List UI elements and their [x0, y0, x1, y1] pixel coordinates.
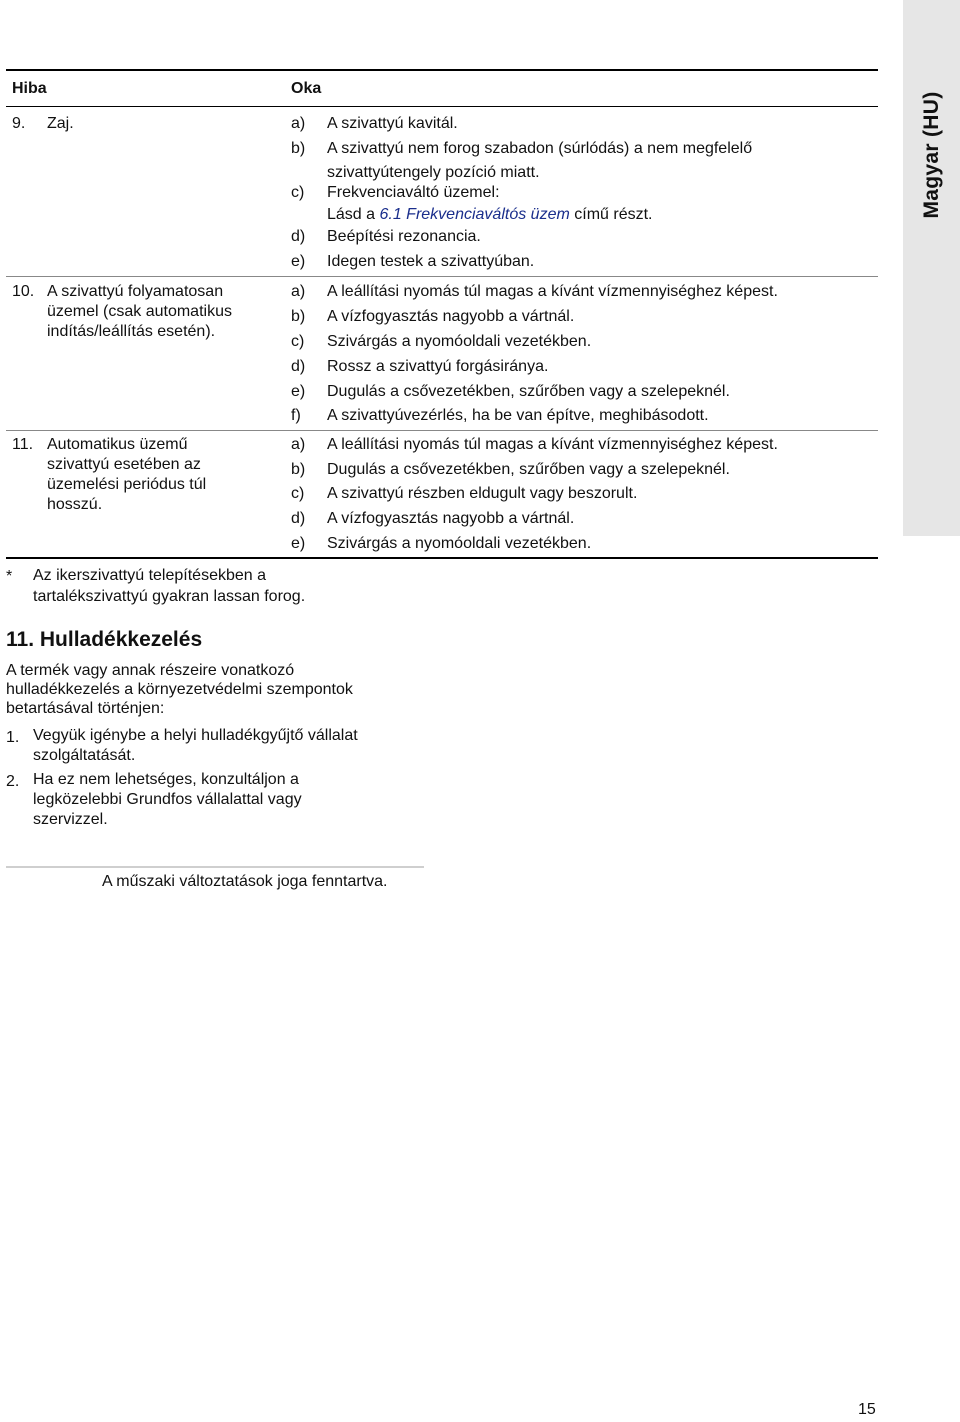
cause-text: Frekvenciaváltó üzemel:: [327, 184, 500, 201]
fault-number: 11.: [12, 436, 34, 453]
cause-item: [291, 433, 881, 458]
list-item-number: 1.: [6, 729, 20, 746]
cause-letter: a): [291, 115, 306, 132]
cause-text: A szivattyúvezérlés, ha be van építve, meghibásodott.: [327, 407, 709, 424]
section-intro: A termék vagy annak részeire vonatkozó hulladékkezelés a környezetvédelmi szempontok betartásával történjen:: [6, 662, 353, 717]
cause-text: A szivattyú részben eldugult vagy beszorult.: [327, 485, 638, 502]
language-tab: [903, 0, 960, 536]
footer-rule: [6, 866, 424, 868]
cause-letter: e): [291, 383, 306, 400]
cause-item: [291, 225, 881, 250]
cause-text: A szivattyú nem forog szabadon (súrlódás) a nem megfelelő szivattyútengely pozíció miatt.: [327, 140, 753, 181]
cause-letter: d): [291, 510, 306, 527]
footer-notice: A műszaki változtatások joga fenntartva.: [102, 873, 388, 890]
cause-item: [291, 532, 881, 557]
cause-letter: c): [291, 333, 305, 350]
list-item-text: Vegyük igénybe a helyi hulladékgyűjtő vállalat szolgáltatását.: [33, 727, 358, 764]
row-divider: [6, 430, 878, 431]
cause-text: Idegen testek a szivattyúban.: [327, 253, 535, 270]
list-item-number: 2.: [6, 773, 20, 790]
cause-letter: e): [291, 253, 306, 270]
cause-item: [291, 250, 881, 275]
cause-item: [291, 280, 881, 305]
section-link[interactable]: 6.1 Frekvenciaváltós üzem: [379, 206, 570, 223]
cause-letter: e): [291, 535, 306, 552]
footnote-text: Az ikerszivattyú telepítésekben a tartalékszivattyú gyakran lassan forog.: [33, 567, 306, 605]
table-top-rule: [6, 69, 878, 71]
cause-letter: d): [291, 358, 306, 375]
cause-text: A vízfogyasztás nagyobb a vártnál.: [327, 510, 575, 527]
cause-item: [291, 507, 881, 532]
row-divider: [6, 276, 878, 277]
header-rule: [6, 106, 878, 107]
cause-text-line2: Lásd a 6.1 Frekvenciaváltós üzem című részt.: [327, 206, 653, 223]
cause-text: A vízfogyasztás nagyobb a vártnál.: [327, 308, 575, 325]
cause-item: [291, 137, 881, 185]
fault-text: Zaj.: [47, 115, 74, 132]
cause-text: Rossz a szivattyú forgásiránya.: [327, 358, 549, 375]
cause-text: Szivárgás a nyomóoldali vezetékben.: [327, 333, 592, 350]
cause-letter: b): [291, 308, 306, 325]
cause-text: A leállítási nyomás túl magas a kívánt vízmennyiséghez képest.: [327, 436, 778, 453]
cause-item: [291, 181, 881, 229]
footnote-marker: *: [6, 568, 13, 585]
table-bottom-rule: [6, 557, 878, 559]
cause-letter: d): [291, 228, 306, 245]
cause-item: [291, 330, 881, 355]
fault-text: A szivattyú folyamatosan üzemel (csak automatikus indítás/leállítás esetén).: [47, 283, 232, 340]
cause-text: A leállítási nyomás túl magas a kívánt vízmennyiséghez képest.: [327, 283, 778, 300]
cause-letter: a): [291, 283, 306, 300]
fault-text: Automatikus üzemű szivattyú esetében az üzemelési periódus túl hosszú.: [47, 436, 207, 513]
cause-item: [291, 112, 881, 137]
cause-text: Dugulás a csővezetékben, szűrőben vagy a szelepeknél.: [327, 383, 730, 400]
header-cause: Oka: [291, 80, 322, 97]
cause-item: [291, 380, 881, 405]
cause-text: Szivárgás a nyomóoldali vezetékben.: [327, 535, 592, 552]
cause-text: Beépítési rezonancia.: [327, 228, 481, 245]
fault-number: 9.: [12, 115, 26, 132]
cause-item: [291, 355, 881, 380]
cause-letter: f): [291, 407, 301, 424]
cause-item: [291, 482, 881, 507]
cause-letter: b): [291, 140, 306, 157]
cause-letter: c): [291, 184, 305, 201]
cause-text: A szivattyú kavitál.: [327, 115, 458, 132]
page-number: 15: [858, 1401, 876, 1418]
cause-item: [291, 458, 881, 483]
section-title: 11. Hulladékkezelés: [6, 628, 203, 651]
cause-item: [291, 404, 881, 429]
header-fault: Hiba: [12, 80, 47, 97]
language-label: Magyar (HU): [919, 91, 943, 219]
fault-number: 10.: [12, 283, 35, 300]
cause-letter: b): [291, 461, 306, 478]
list-item-text: Ha ez nem lehetséges, konzultáljon a legközelebbi Grundfos vállalattal vagy szervizzel.: [33, 771, 302, 828]
cause-letter: c): [291, 485, 305, 502]
cause-item: [291, 305, 881, 330]
cause-text: Dugulás a csővezetékben, szűrőben vagy a szelepeknél.: [327, 461, 730, 478]
cause-letter: a): [291, 436, 306, 453]
